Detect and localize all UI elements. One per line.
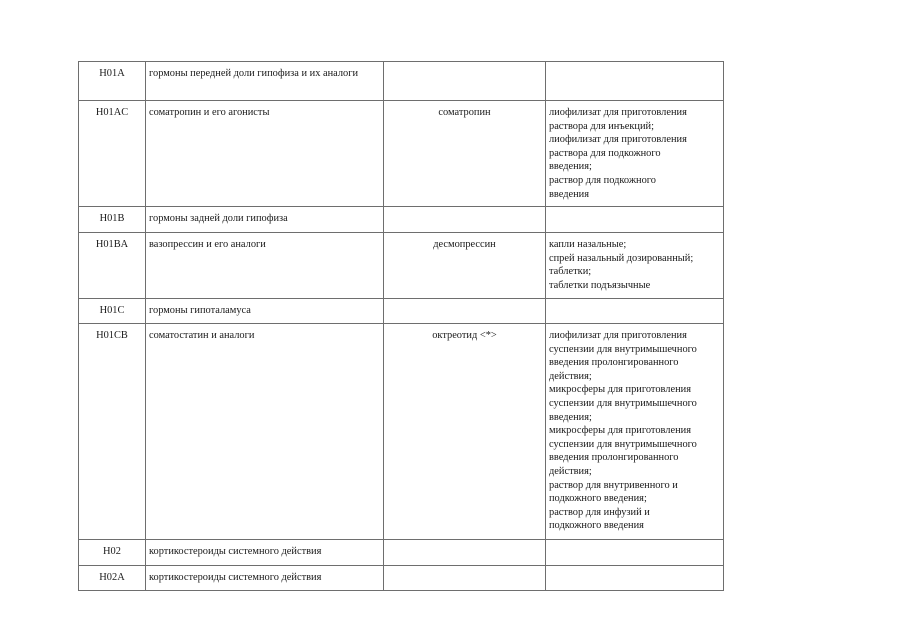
dosage-form-line: таблетки; xyxy=(549,266,592,278)
dosage-form-cell xyxy=(546,62,724,101)
atc-code-cell: H02 xyxy=(79,540,146,566)
dosage-form-line: раствора для подкожного xyxy=(549,147,661,159)
atc-code-cell: H01A xyxy=(79,62,146,101)
atc-code-cell: H01BA xyxy=(79,233,146,299)
dosage-form-line: микросферы для приготовления xyxy=(549,425,691,437)
table-row xyxy=(79,233,724,299)
pharmacological-group-cell: кортикостероиды системного действия xyxy=(146,566,384,591)
drug-name-cell xyxy=(384,566,546,591)
dosage-form-line: таблетки подъязычные xyxy=(549,279,651,291)
dosage-form-cell xyxy=(546,566,724,591)
table-row xyxy=(79,207,724,233)
dosage-form-cell xyxy=(546,299,724,324)
dosage-form-cell xyxy=(546,207,724,233)
table-row xyxy=(79,324,724,540)
dosage-form-line: капли назальные; xyxy=(549,239,627,250)
dosage-form-line: раствор для инфузий и xyxy=(549,506,650,518)
atc-code-cell: H01C xyxy=(79,299,146,324)
dosage-form-cell xyxy=(546,540,724,566)
medication-table xyxy=(78,61,724,591)
dosage-form-line: микросферы для приготовления xyxy=(549,384,691,396)
dosage-form-line: лиофилизат для приготовления xyxy=(549,330,687,341)
atc-code-cell: H01CB xyxy=(79,324,146,540)
dosage-form-line: раствора для инъекций; xyxy=(549,120,654,132)
dosage-form-line: раствор для подкожного xyxy=(549,174,656,186)
pharmacological-group-cell: соматостатин и аналоги xyxy=(146,324,384,540)
dosage-form-line: лиофилизат для приготовления xyxy=(549,134,687,146)
drug-name-cell: соматропин xyxy=(384,101,546,207)
dosage-form-line: действия; xyxy=(549,465,592,477)
pharmacological-group-cell: гормоны задней доли гипофиза xyxy=(146,207,384,233)
table-row xyxy=(79,299,724,324)
pharmacological-group-cell: соматропин и его агонисты xyxy=(146,101,384,207)
atc-code-cell: H01B xyxy=(79,207,146,233)
pharmacological-group-cell: вазопрессин и его аналоги xyxy=(146,233,384,299)
table-row xyxy=(79,566,724,591)
table-row xyxy=(79,101,724,207)
drug-name-cell xyxy=(384,299,546,324)
drug-name-cell xyxy=(384,540,546,566)
medication-table-body xyxy=(79,62,724,591)
dosage-form-line: введения пролонгированного xyxy=(549,452,679,464)
dosage-form-line: введения; xyxy=(549,411,592,423)
dosage-form-line: лиофилизат для приготовления xyxy=(549,107,687,118)
dosage-form-line: спрей назальный дозированный; xyxy=(549,252,694,264)
dosage-form-line: подкожного введения xyxy=(549,520,644,532)
drug-name-cell xyxy=(384,62,546,101)
drug-name-cell: октреотид <*> xyxy=(384,324,546,540)
dosage-form-line: введения xyxy=(549,188,590,200)
dosage-form-line: введения пролонгированного xyxy=(549,357,679,369)
pharmacological-group-cell: гормоны гипоталамуса xyxy=(146,299,384,324)
table-row xyxy=(79,62,724,101)
drug-name-cell: десмопрессин xyxy=(384,233,546,299)
atc-code-cell: H02A xyxy=(79,566,146,591)
pharmacological-group-cell: гормоны передней доли гипофиза и их аналоги xyxy=(146,62,384,101)
dosage-form-line: введения; xyxy=(549,161,592,173)
table-row xyxy=(79,540,724,566)
dosage-form-line: раствор для внутривенного и xyxy=(549,479,678,491)
dosage-form-line: суспензии для внутримышечного xyxy=(549,397,697,409)
drug-name-cell xyxy=(384,207,546,233)
dosage-form-cell xyxy=(546,101,724,207)
dosage-form-cell xyxy=(546,324,724,540)
dosage-form-line: суспензии для внутримышечного xyxy=(549,438,697,450)
dosage-form-line: суспензии для внутримышечного xyxy=(549,343,697,355)
atc-code-cell: H01AC xyxy=(79,101,146,207)
dosage-form-cell xyxy=(546,233,724,299)
pharmacological-group-cell: кортикостероиды системного действия xyxy=(146,540,384,566)
dosage-form-line: действия; xyxy=(549,370,592,382)
dosage-form-line: подкожного введения; xyxy=(549,493,647,505)
